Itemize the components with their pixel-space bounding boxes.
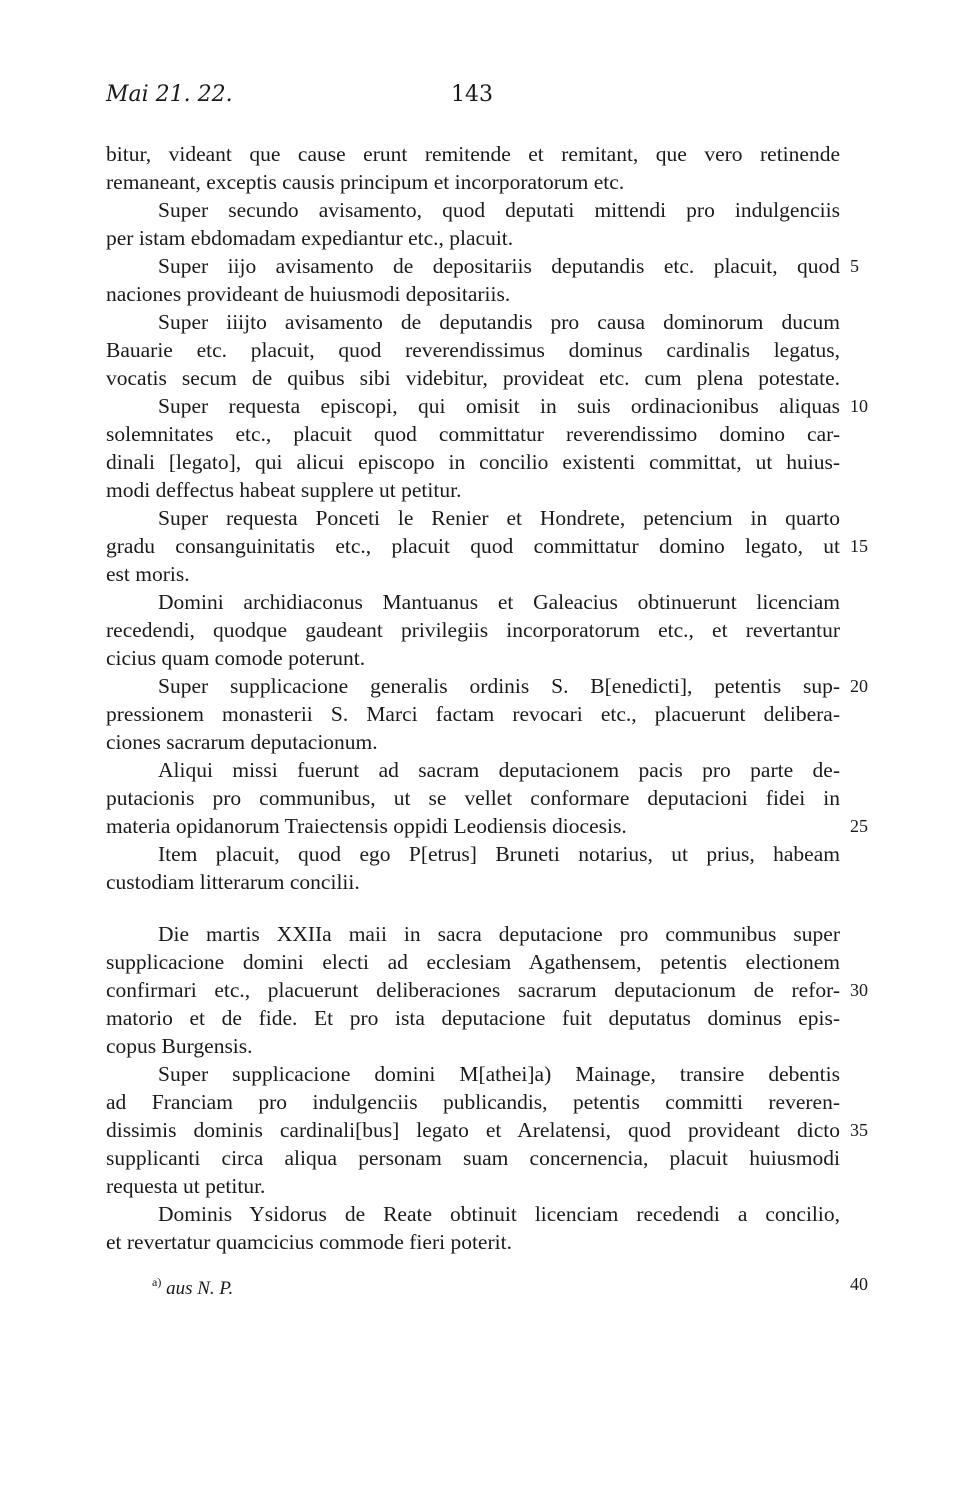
- text-line: Super supplicacione generalis ordinis S. B[enedicti], petentis sup-: [158, 674, 840, 698]
- line-number: 35: [850, 1120, 868, 1140]
- running-head: [106, 82, 840, 112]
- line-number: 5: [850, 256, 859, 276]
- text-line: Super requesta episcopi, qui omisit in suis ordinacionibus aliquas: [158, 394, 840, 418]
- text-line: Bauarie etc. placuit, quod reverendissimus dominus cardinalis legatus,: [106, 338, 840, 362]
- text-line: dissimis dominis cardinali[bus] legato et Arelatensi, quod provideant dicto: [106, 1118, 840, 1142]
- text-line: ad Franciam pro indulgenciis publicandis, petentis committi reveren-: [106, 1090, 840, 1114]
- line-number: 20: [850, 676, 868, 696]
- text-line: confirmari etc., placuerunt deliberaciones sacrarum deputacionum de refor-: [106, 978, 840, 1002]
- text-line: vocatis secum de quibus sibi videbitur, provideat etc. cum plena potestate.: [106, 366, 840, 390]
- text-line: Super secundo avisamento, quod deputati mittendi pro indulgenciis: [158, 198, 840, 222]
- text-line: Item placuit, quod ego P[etrus] Bruneti notarius, ut prius, habeam: [158, 842, 840, 866]
- text-line: recedendi, quodque gaudeant privilegiis incorporatorum etc., et revertantur: [106, 618, 840, 642]
- text-line: per istam ebdomadam expediantur etc., placuit.: [106, 226, 514, 250]
- line-number: 15: [850, 536, 868, 556]
- header-date: Mai 21. 22.: [106, 82, 233, 107]
- text-line: Domini archidiaconus Mantuanus et Galeacius obtinuerunt licenciam: [158, 590, 840, 614]
- text-line: solemnitates etc., placuit quod committatur reverendissimo domino car-: [106, 422, 840, 446]
- text-line: Super iiijto avisamento de deputandis pro causa dominorum ducum: [158, 310, 840, 334]
- footnote-marker: a): [152, 1275, 162, 1289]
- text-line: ciones sacrarum deputacionum.: [106, 730, 378, 754]
- line-number: 30: [850, 980, 868, 1000]
- text-line: Die martis XXIIa maii in sacra deputacione pro communibus super: [158, 922, 840, 946]
- text-line: naciones provideant de huiusmodi depositariis.: [106, 282, 511, 306]
- text-line: supplicacione domini electi ad ecclesiam Agathensem, petentis electionem: [106, 950, 840, 974]
- text-line: copus Burgensis.: [106, 1034, 253, 1058]
- text-line: modi deffectus habeat supplere ut petitur.: [106, 478, 462, 502]
- text-line: gradu consanguinitatis etc., placuit quod committatur domino legato, ut: [106, 534, 840, 558]
- text-line: supplicanti circa aliqua personam suam concernencia, placuit huiusmodi: [106, 1146, 840, 1170]
- text-line: custodiam litterarum concilii.: [106, 870, 360, 894]
- line-number: 25: [850, 816, 868, 836]
- footnote: [152, 1275, 234, 1300]
- text-line: Super requesta Ponceti le Renier et Hondrete, petencium in quarto: [158, 506, 840, 530]
- line-number: 40: [850, 1274, 868, 1294]
- text-line: et revertatur quamcicius commode fieri poterit.: [106, 1230, 512, 1254]
- footnote-text: aus N. P.: [166, 1278, 234, 1299]
- text-line: Dominis Ysidorus de Reate obtinuit licenciam recedendi a concilio,: [158, 1202, 840, 1226]
- text-line: Aliqui missi fuerunt ad sacram deputacionem pacis pro parte de-: [158, 758, 840, 782]
- text-line: pressionem monasterii S. Marci factam revocari etc., placuerunt delibera-: [106, 702, 840, 726]
- text-line: requesta ut petitur.: [106, 1174, 266, 1198]
- text-line: est moris.: [106, 562, 190, 586]
- text-line: bitur, videant que cause erunt remitende et remitant, que vero retinende: [106, 142, 840, 166]
- text-line: putacionis pro communibus, ut se vellet conformare deputacioni fidei in: [106, 786, 840, 810]
- text-line: materia opidanorum Traiectensis oppidi Leodiensis diocesis.: [106, 814, 627, 838]
- page-number: 143: [451, 82, 493, 107]
- text-line: Super iijo avisamento de depositariis deputandis etc. placuit, quod: [158, 254, 840, 278]
- text-line: cicius quam comode poterunt.: [106, 646, 366, 670]
- text-line: matorio et de fide. Et pro ista deputacione fuit deputatus dominus epis-: [106, 1006, 840, 1030]
- line-number: 10: [850, 396, 868, 416]
- text-line: remaneant, exceptis causis principum et incorporatorum etc.: [106, 170, 625, 194]
- text-line: dinali [legato], qui alicui episcopo in concilio existenti committat, ut huius-: [106, 450, 840, 474]
- text-line: Super supplicacione domini M[athei]a) Mainage, transire debentis: [158, 1062, 840, 1086]
